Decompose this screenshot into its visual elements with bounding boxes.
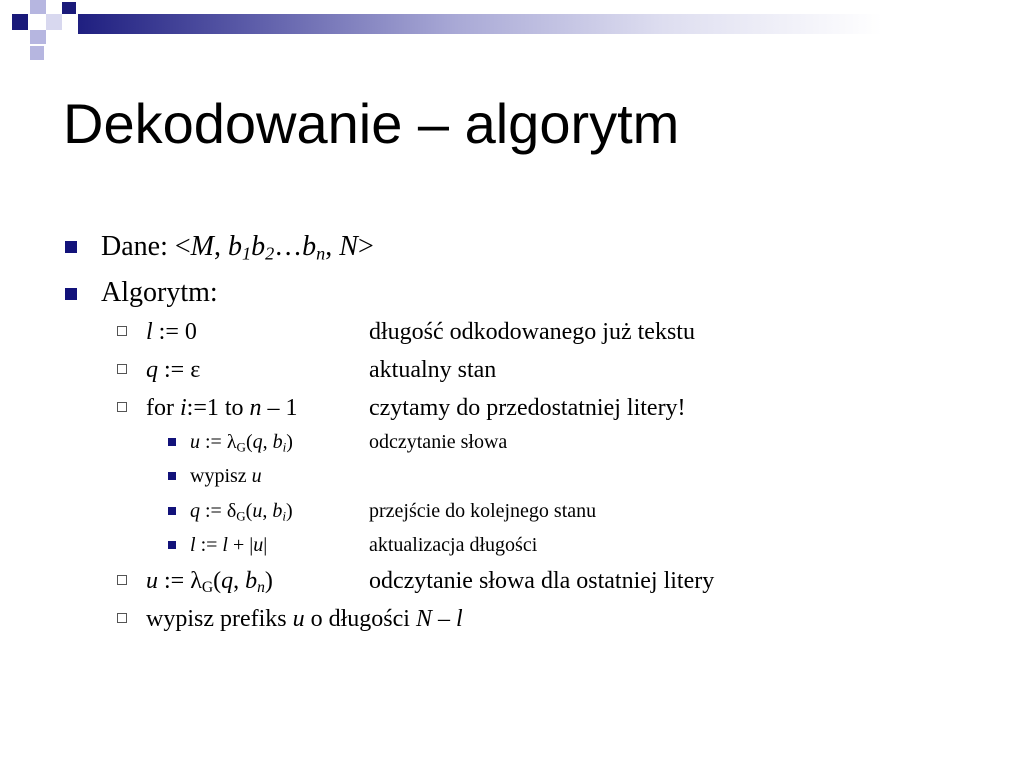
bullet-square-icon [65, 288, 77, 300]
loop-next-state: q := $\delta_G(u$, $b_i$) [190, 500, 293, 524]
bullet-hollow-square-icon [117, 575, 127, 585]
step-for-loop: for i:=1 to n – 1 [146, 395, 298, 421]
step-read-last-word-comment: odczytanie słowa dla ostatniej litery [369, 568, 715, 594]
bullet-hollow-square-icon [117, 613, 127, 623]
loop-print-word: wypisz u [190, 465, 262, 487]
step-read-last-word: u := $\lambda_G(q$, $b_n$) [146, 568, 273, 596]
loop-next-state-comment: przejście do kolejnego stanu [369, 500, 597, 522]
print-prefix-label-b: o długości [304, 606, 416, 632]
step-init-length: l := 0 [146, 319, 197, 345]
step-print-prefix: wypisz prefiks u o długości N – l [146, 606, 463, 632]
bullet-hollow-square-icon [117, 402, 127, 412]
loop-read-word: u := $\lambda_G(q$, $b_i$) [190, 431, 293, 455]
decor-square-navy-2 [62, 2, 76, 14]
bullet-hollow-square-icon [117, 326, 127, 336]
decor-square-light-1 [46, 14, 62, 30]
bullet-hollow-square-icon [117, 364, 127, 374]
bullet-dane: Dane: <M, $b_1b_2\dots b_n$, N> [101, 231, 374, 264]
step-init-state-comment: aktualny stan [369, 357, 497, 383]
bullet-small-square-icon [168, 507, 176, 515]
bullet-square-icon [65, 241, 77, 253]
step-init-length-comment: długość odkodowanego już tekstu [369, 319, 695, 345]
loop-read-word-comment: odczytanie słowa [369, 431, 508, 453]
bullet-algorytm: Algorytm: [101, 277, 218, 308]
step-for-loop-comment: czytamy do przedostatniej litery! [369, 395, 686, 421]
slide-title: Dekodowanie – algorytm [63, 92, 680, 155]
bullet-small-square-icon [168, 472, 176, 480]
bullet-small-square-icon [168, 438, 176, 446]
loop-print-word-label: wypisz [190, 465, 252, 487]
decor-square-lavender-2 [30, 30, 46, 44]
dane-label: Dane: [101, 231, 175, 262]
print-prefix-label-a: wypisz prefiks [146, 606, 293, 632]
decor-square-navy-1 [12, 14, 28, 30]
step-init-state: q := ε [146, 357, 201, 383]
loop-update-length: l := l + |u| [190, 534, 268, 556]
loop-update-length-comment: aktualizacja długości [369, 534, 538, 556]
decor-square-lavender-3 [30, 46, 44, 60]
decor-gradient-bar [78, 14, 1024, 34]
decor-square-lavender-1 [30, 0, 46, 14]
bullet-small-square-icon [168, 541, 176, 549]
